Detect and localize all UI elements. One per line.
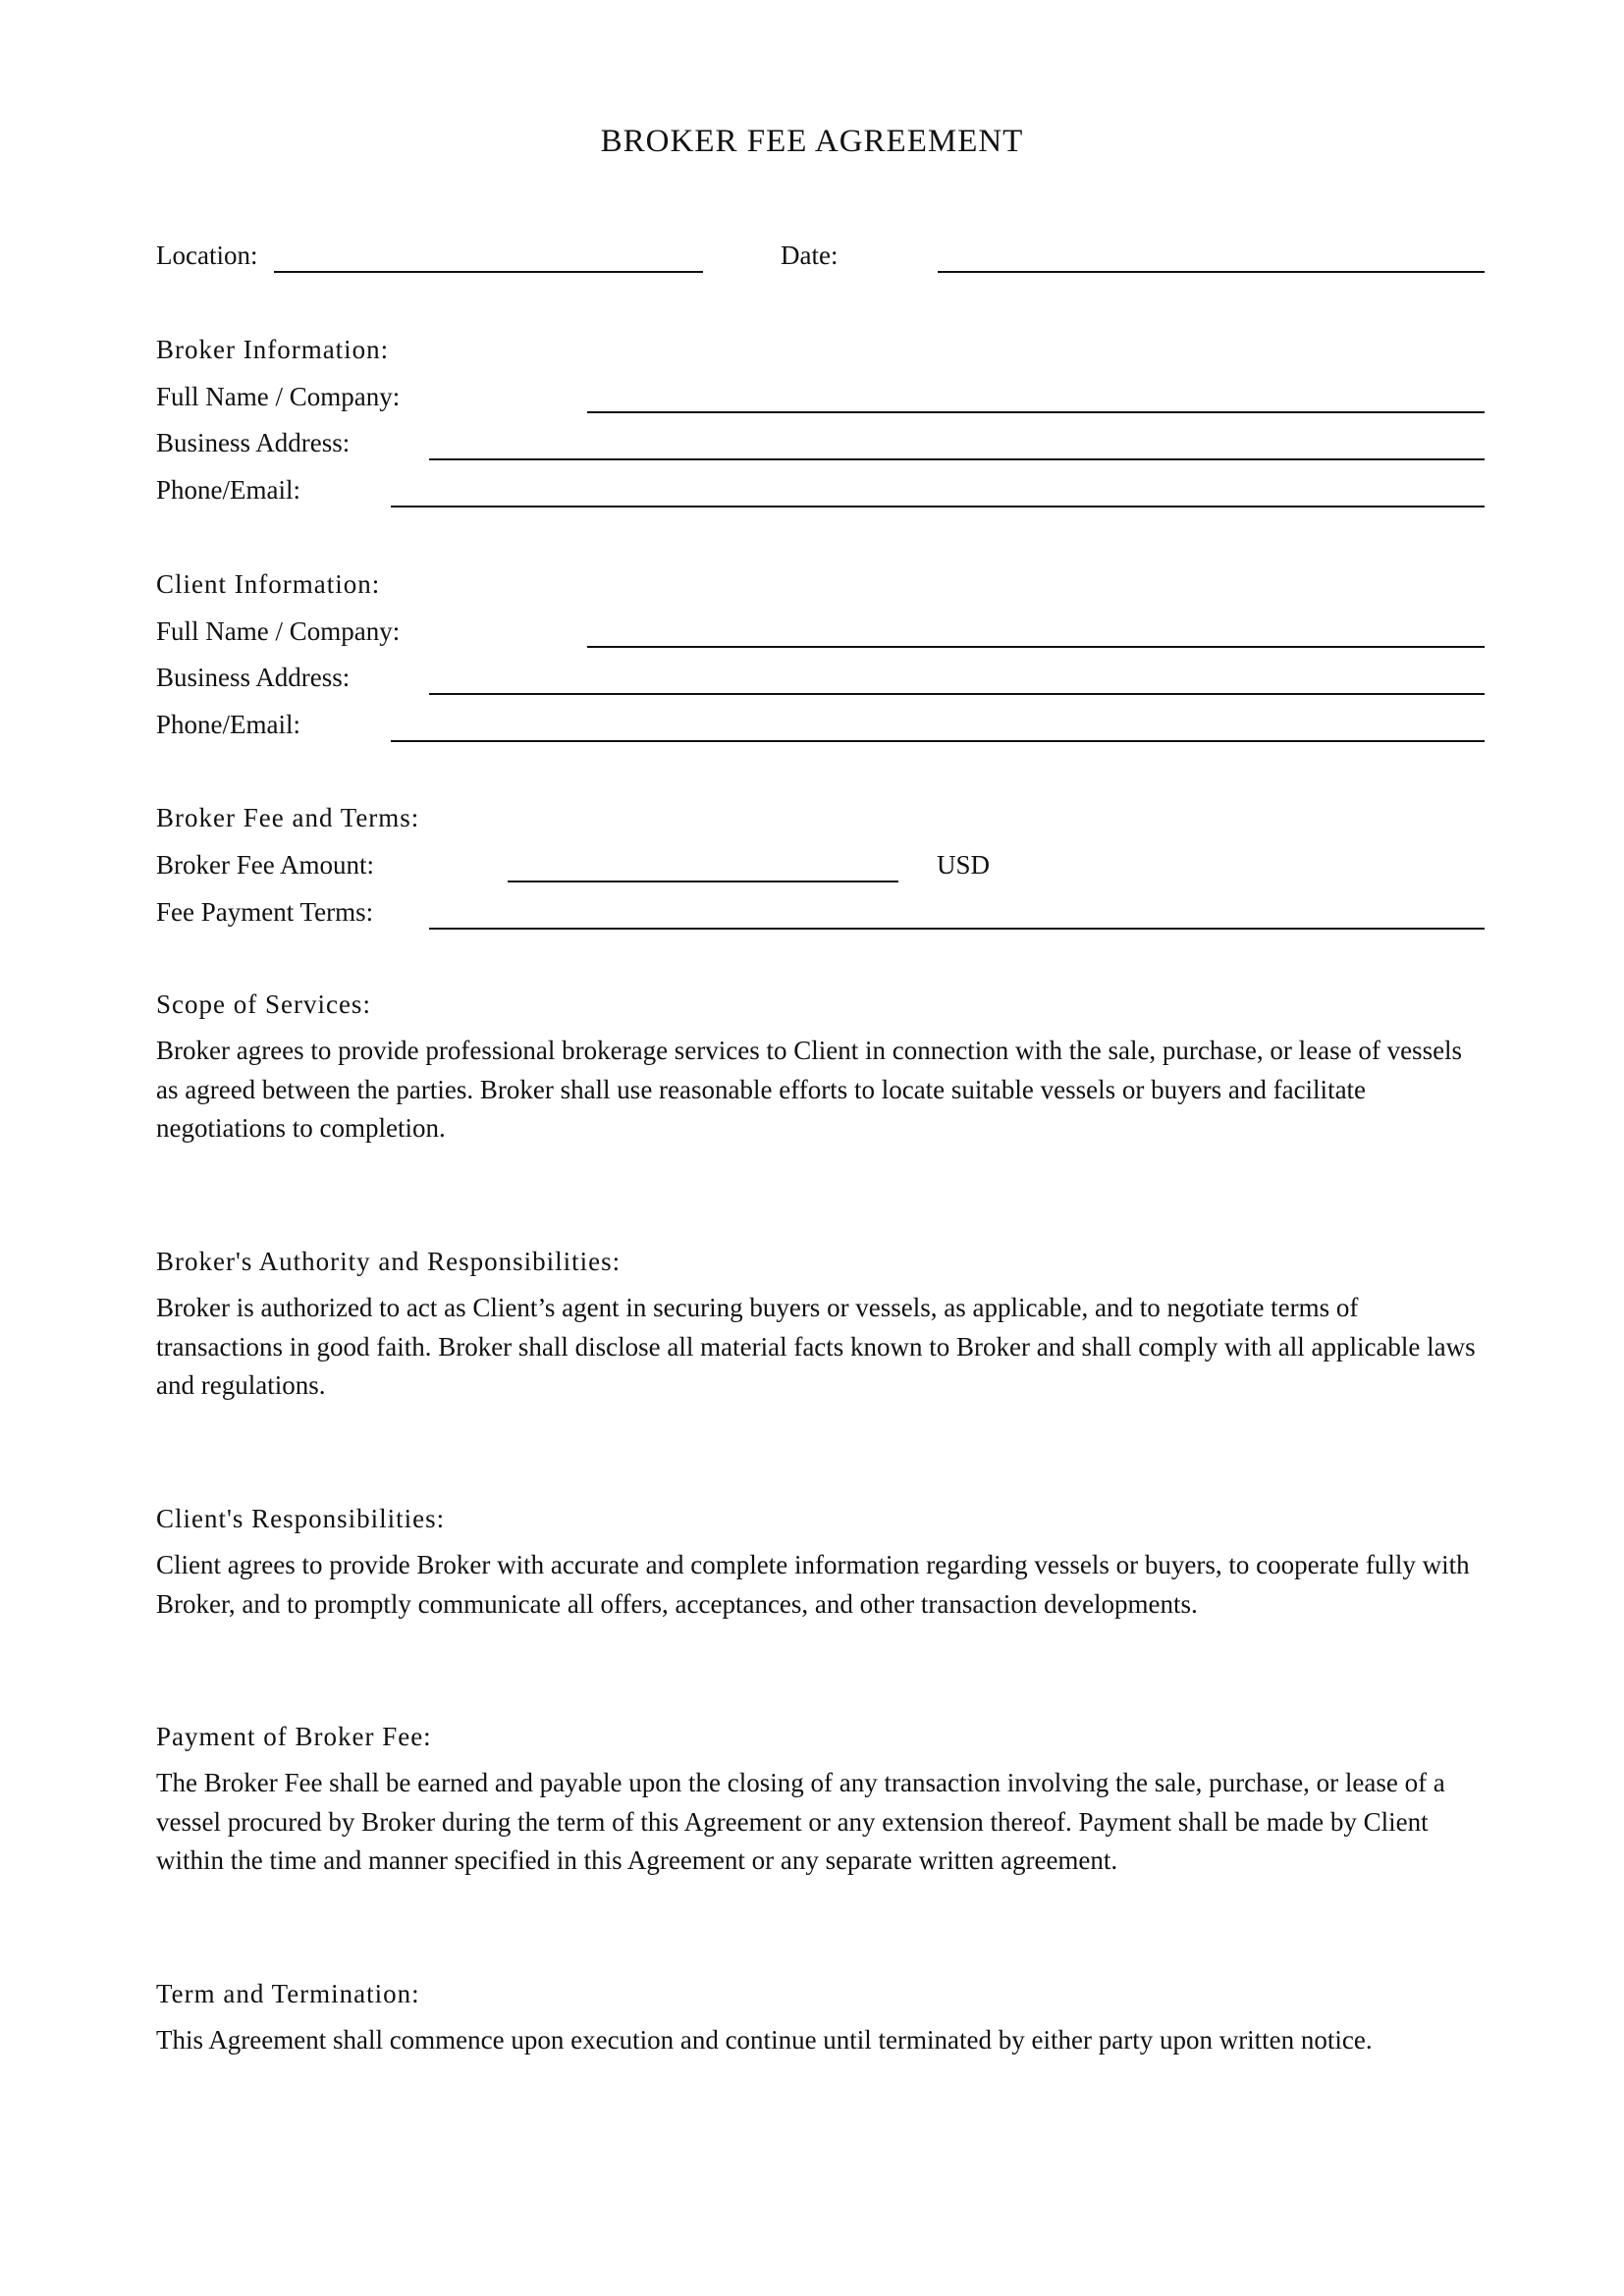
broker-contact-label: Phone/Email:	[156, 475, 300, 505]
section-heading-term: Term and Termination:	[156, 1979, 420, 2008]
section-text-payment: The Broker Fee shall be earned and payable upon the closing of any transaction involving the sale, purchase, or lease of a vessel procured by Broker during the term of this Agreement or any extension thereof. Payment shall be made by Client within the time and manner specified in this Agreement or any separate written agreement.	[156, 1768, 1445, 1875]
client-contact-label: Phone/Email:	[156, 710, 300, 739]
fee-amount-label: Broker Fee Amount:	[156, 850, 374, 880]
fee-currency: USD	[937, 850, 991, 880]
date-field[interactable]	[938, 271, 1485, 273]
section-text-term: This Agreement shall commence upon execution and continue until terminated by either party upon written notice.	[156, 2025, 1373, 2055]
broker-name-field[interactable]	[587, 411, 1485, 413]
broker-address-field[interactable]	[429, 458, 1485, 460]
section-heading-scope: Scope of Services:	[156, 989, 371, 1019]
broker-contact-field[interactable]	[391, 506, 1485, 507]
client-name-field[interactable]	[587, 646, 1485, 648]
client-address-field[interactable]	[429, 693, 1485, 695]
client-name-label: Full Name / Company:	[156, 616, 401, 646]
fee-terms-heading: Broker Fee and Terms:	[156, 803, 420, 832]
broker-address-label: Business Address:	[156, 428, 351, 457]
broker-name-label: Full Name / Company:	[156, 382, 401, 411]
payment-terms-label: Fee Payment Terms:	[156, 897, 374, 927]
fee-amount-field[interactable]	[508, 881, 898, 882]
client-contact-field[interactable]	[391, 740, 1485, 742]
date-label: Date:	[781, 240, 839, 270]
client-info-heading: Client Information:	[156, 569, 381, 599]
location-label: Location:	[156, 240, 258, 270]
document-title: BROKER FEE AGREEMENT	[600, 124, 1024, 159]
section-heading-client-responsibilities: Client's Responsibilities:	[156, 1504, 446, 1533]
section-text-scope: Broker agrees to provide professional brokerage services to Client in connection with the sale, purchase, or lease of vessels as agreed between the parties. Broker shall use reasonable efforts to locate suitable vessels or buyers and facilitate negotiations to completion.	[156, 1036, 1463, 1143]
section-heading-authority: Broker's Authority and Responsibilities:	[156, 1247, 622, 1276]
section-text-client-responsibilities: Client agrees to provide Broker with accurate and complete information regarding vessels or buyers, to cooperate fully with Broker, and to promptly communicate all offers, acceptances, and other transaction developments.	[156, 1550, 1470, 1619]
client-address-label: Business Address:	[156, 663, 351, 692]
broker-info-heading: Broker Information:	[156, 335, 390, 364]
section-heading-payment: Payment of Broker Fee:	[156, 1722, 432, 1751]
section-text-authority: Broker is authorized to act as Client’s agent in securing buyers or vessels, as applicable, and to negotiate terms of transactions in good faith. Broker shall disclose all material facts known to Broker and shall comply with all applicable laws and regulations.	[156, 1293, 1476, 1400]
payment-terms-field[interactable]	[429, 928, 1485, 930]
location-field[interactable]	[274, 271, 703, 273]
